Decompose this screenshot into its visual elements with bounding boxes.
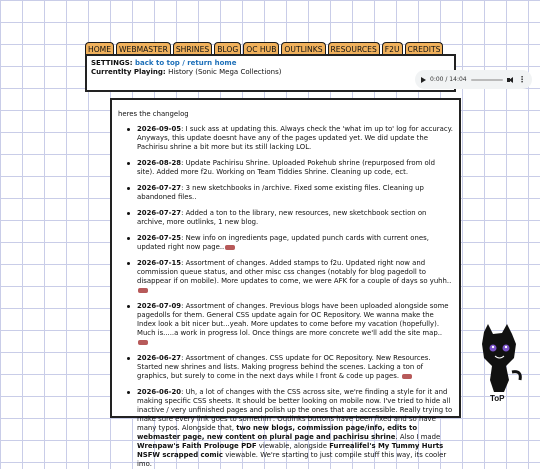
entry-date: 2026-07-15 (137, 259, 182, 267)
now-playing-value: History (Sonic Mega Collections) (168, 68, 282, 76)
entry-date: 2026-07-25 (137, 234, 182, 242)
entry-date: 2026-06-27 (137, 354, 182, 362)
mascot-label: ToP (490, 394, 505, 403)
audio-seek-bar[interactable] (471, 79, 503, 81)
return-home-link[interactable]: return home (187, 59, 237, 67)
pixel-sprite-icon (138, 288, 148, 293)
nav-tab-home[interactable]: HOME (85, 42, 114, 56)
list-item: 2026-06-20: Uh, a lot of changes with the CSS across site, we're finding a style for it and making specific CSS sheets. It should be better looking on mobile now. I've tried to hide all inactive / very unfinished pages and polish up the ones that are accessible. Really trying to make sure every link goes to somethin'. Outlinks buttons have been fixed and so have many typos. Alongside that, two new blogs, commission page/info, edits to webmaster page, new content on plural page and pachirisu shrine. Also I made Wrenpaw's Faith Prolouge PDF viewable, alongside Furrealifel's My Tummy Hurts NSFW scrapped comic viewable. We're starting to just compile stuff this way, its cooler imo. (122, 388, 453, 469)
entry-date: 2026-07-09 (137, 302, 182, 310)
nav-tab-blog[interactable]: BLOG (214, 42, 241, 56)
settings-panel (85, 54, 526, 92)
settings-label: SETTINGS: (91, 59, 133, 67)
volume-icon[interactable] (507, 77, 514, 83)
entry-text: I suck ass at updating this. Always check the 'what im up to' log for accuracy. Anyways, this update doesnt have any of the pages updated yet. We did update the Pachirisu shrine a bit more but its still lacking LOL. (137, 125, 453, 151)
back-to-top-link[interactable]: back to top (135, 59, 180, 67)
entry-date: 2026-08-28 (137, 159, 182, 167)
nav-tab-f2u[interactable]: F2U (382, 42, 403, 56)
now-playing-label: Currentlty Playing: (91, 68, 166, 76)
list-item: 2026-08-28: Update Pachirisu Shrine. Uploaded Pokehub shrine (repurposed from old site). Added more f2u. Working on Team Tiddies Shrine. Cleaning up code, ect. (122, 159, 453, 177)
entry-text: Update Pachirisu Shrine. Uploaded Pokehub shrine (repurposed from old site). Added more f2u. Working on Team Tiddies Shrine. Cleaning up code, ect. (137, 159, 436, 176)
now-playing-row (91, 68, 281, 76)
nav-tab-outlinks[interactable]: OUTLINKS (281, 42, 325, 56)
entry-date: 2026-06-20 (137, 388, 182, 396)
entry-text-c: viewable, alongside (256, 442, 330, 450)
audio-player (415, 70, 532, 89)
entry-text: New info on ingredients page, updated punch cards with current ones, updated right now page.. (137, 234, 429, 251)
pixel-sprite-icon (402, 374, 412, 379)
list-item: 2026-07-25: New info on ingredients page, updated punch cards with current ones, updated right now page.. (122, 234, 453, 252)
link-separator: / (182, 59, 185, 67)
mascot-pagedoll (476, 322, 524, 405)
entry-text: Assortment of changes. Previous blogs have been uploaded alongside some pagedolls for them. General CSS update again for OC Repository. We wanna make the Index look a bit nicer but...yeah. More updates to come before my vacation (hopefully). Much is.....a work in progress lol. Once things are more concrete we'll add the site map.. (137, 302, 449, 337)
entry-highlight-c: Furrealifel's My Tummy Hurts NSFW scrapped comic (137, 442, 444, 459)
changelog-list (118, 125, 453, 469)
pixel-sprite-icon (225, 245, 235, 250)
list-item: 2026-09-05: I suck ass at updating this. Always check the 'what im up to' log for accuracy. Anyways, this update doesnt have any of the pages updated yet. We did update the Pachirisu shrine a bit more but its still lacking LOL. (122, 125, 453, 152)
entry-text-a: Uh, a lot of changes with the CSS across site, we're finding a style for it and making specific CSS sheets. It should be better looking on mobile now. I've tried to hide all inactive / very unfinished pages and polish up the ones that are accessible. Really trying to make sure every link goes to somethin'. Outlinks buttons have been fixed and so have many typos. Alongside that, (137, 388, 453, 432)
nav-tab-oc-hub[interactable]: OC HUB (243, 42, 279, 56)
list-item: 2026-07-27: 3 new sketchbooks in /archive. Fixed some existing files. Cleaning up abandoned files.. (122, 184, 453, 202)
entry-text: Assortment of changes. Added stamps to f2u. Updated right now and commission queue status, and other misc css changes (notably for blog pagedoll to disappear if on mobile). More updates to come, we were AFK for a couple of days so yuhh.. (137, 259, 452, 285)
pixel-sprite-icon (138, 340, 148, 345)
entry-highlight-a: two new blogs, commission page/info, edits to webmaster page, new content on plural page and pachirisu shrine (137, 424, 418, 441)
entry-text: Assortment of changes. CSS update for OC Repository. New Resources. Started new shrines and lists. Making progress behind the scenes. Lacking a ton of graphics, but surely to come in the next days while I front & code up pages. (137, 354, 431, 380)
entry-highlight-b: Wrenpaw's Faith Prolouge PDF (137, 442, 257, 450)
list-item: 2026-06-27: Assortment of changes. CSS update for OC Repository. New Resources. Started new shrines and lists. Making progress behind the scenes. Lacking a ton of graphics, but surely to come in the next days while I front & code up pages. (122, 354, 453, 381)
changelog-panel (110, 98, 461, 468)
entry-date: 2026-07-27 (137, 209, 182, 217)
list-item: 2026-07-09: Assortment of changes. Previous blogs have been uploaded alongside some pagedolls for them. General CSS update again for OC Repository. We wanna make the Index look a bit nicer but...yeah. More updates to come before my vacation (hopefully). Much is.....a work in progress lol. Once things are more concrete we'll add the site map.. (122, 302, 453, 347)
changelog-intro: heres the changelog (118, 110, 189, 118)
nav-tab-webmaster[interactable]: WEBMASTER (116, 42, 171, 56)
nav-tab-credits[interactable]: CREDITS (405, 42, 444, 56)
entry-date: 2026-07-27 (137, 184, 182, 192)
settings-row (91, 59, 236, 67)
list-item: 2026-07-15: Assortment of changes. Added stamps to f2u. Updated right now and commission queue status, and other misc css changes (notably for blog pagedoll to disappear if on mobile). More updates to come, we were AFK for a couple of days so yuhh.. (122, 259, 453, 295)
list-item: 2026-07-27: Added a ton to the library, new resources, new sketchbook section on archive, more outlinks, 1 new blog. (122, 209, 453, 227)
nav-tab-resources[interactable]: RESOURCES (328, 42, 380, 56)
entry-text-d: viewable. We're starting to just compile stuff this way, its cooler imo. (137, 451, 447, 468)
nav-tab-shrines[interactable]: SHRINES (173, 42, 212, 56)
more-options-icon[interactable]: ⋮ (518, 74, 526, 84)
audio-time: 0:00 / 14:04 (430, 76, 467, 83)
entry-text: 3 new sketchbooks in /archive. Fixed some existing files. Cleaning up abandoned files.. (137, 184, 424, 201)
entry-text-b: . Also I made (395, 433, 441, 441)
play-icon[interactable] (421, 77, 426, 83)
entry-text: Added a ton to the library, new resources, new sketchbook section on archive, more outlinks, 1 new blog. (137, 209, 427, 226)
entry-date: 2026-09-05 (137, 125, 182, 133)
